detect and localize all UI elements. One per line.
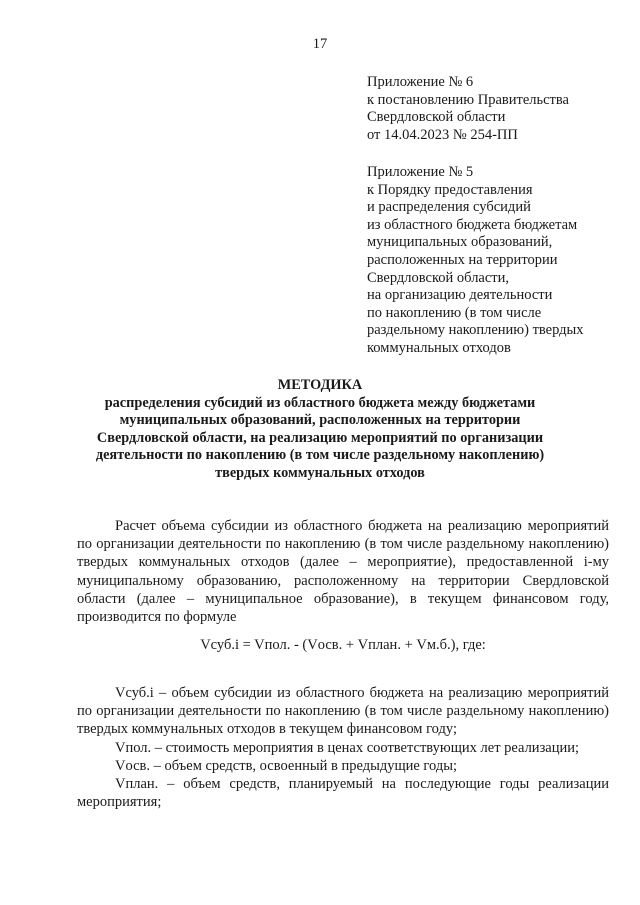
definition-paragraph: Vплан. – объем средств, планируемый на последующие годы реализации мероприятия; xyxy=(77,776,609,811)
intro-paragraph: Расчет объема субсидии из областного бюджета на реализацию мероприятий по организации деятельности по накоплению (в том числе раздельному накоплению) твердых коммунальных отходов (далее – мероприятие), предоставленной i-му муниципальному образованию, расположенному на территории Свердловской области (далее – муниципальное образование), в текущем финансовом году, производится по формуле xyxy=(77,518,609,626)
definition-paragraph: Vосв. – объем средств, освоенный в предыдущие годы; xyxy=(115,757,457,774)
appendix-5-line: к Порядку предоставления xyxy=(367,181,533,198)
appendix-6-line: Свердловской области xyxy=(367,109,506,126)
appendix-5-line: муниципальных образований, xyxy=(367,234,553,251)
definition-paragraph: Vсуб.i – объем субсидии из областного бюджета на реализацию мероприятий по организации деятельности по накоплению (в том числе раздельному накоплению) твердых коммунальных отходов в текущем финансовом году; xyxy=(77,685,609,738)
title-line: деятельности по накоплению (в том числе раздельному накоплению) xyxy=(95,447,545,464)
appendix-5-header xyxy=(367,164,627,358)
appendix-6-line: от 14.04.2023 № 254-ПП xyxy=(367,126,518,143)
intro-section xyxy=(77,517,609,626)
appendix-5-line: и распределения субсидий xyxy=(367,199,531,216)
page-number: 17 xyxy=(312,36,328,52)
appendix-5-line: Приложение № 5 xyxy=(367,164,474,180)
appendix-5-line: на организацию деятельности xyxy=(367,287,553,304)
methodology-title xyxy=(62,377,578,483)
definitions-section xyxy=(77,684,609,811)
appendix-5-line: расположенных на территории xyxy=(367,251,558,268)
appendix-5-line: раздельному накоплению) твердых xyxy=(367,322,584,339)
appendix-5-line: Свердловской области, xyxy=(367,269,510,286)
title-heading: МЕТОДИКА xyxy=(277,377,363,393)
title-line: муниципальных образований, расположенных на территории xyxy=(119,412,521,429)
title-line: твердых коммунальных отходов xyxy=(215,464,425,481)
title-line: распределения субсидий из областного бюджета между бюджетами xyxy=(104,394,536,411)
appendix-5-line: коммунальных отходов xyxy=(367,339,511,356)
appendix-6-header xyxy=(367,74,627,144)
definition-paragraph: Vпол. – стоимость мероприятия в ценах соответствующих лет реализации; xyxy=(115,739,580,756)
appendix-6-line: к постановлению Правительства xyxy=(367,91,569,108)
appendix-5-line: по накоплению (в том числе xyxy=(367,304,542,321)
formula: Vсуб.i = Vпол. - (Vосв. + Vплан. + Vм.б.), где: xyxy=(200,637,486,653)
appendix-6-line: Приложение № 6 xyxy=(367,74,474,90)
title-line: Свердловской области, на реализацию мероприятий по организации xyxy=(96,429,544,446)
appendix-5-line: из областного бюджета бюджетам xyxy=(367,216,578,233)
